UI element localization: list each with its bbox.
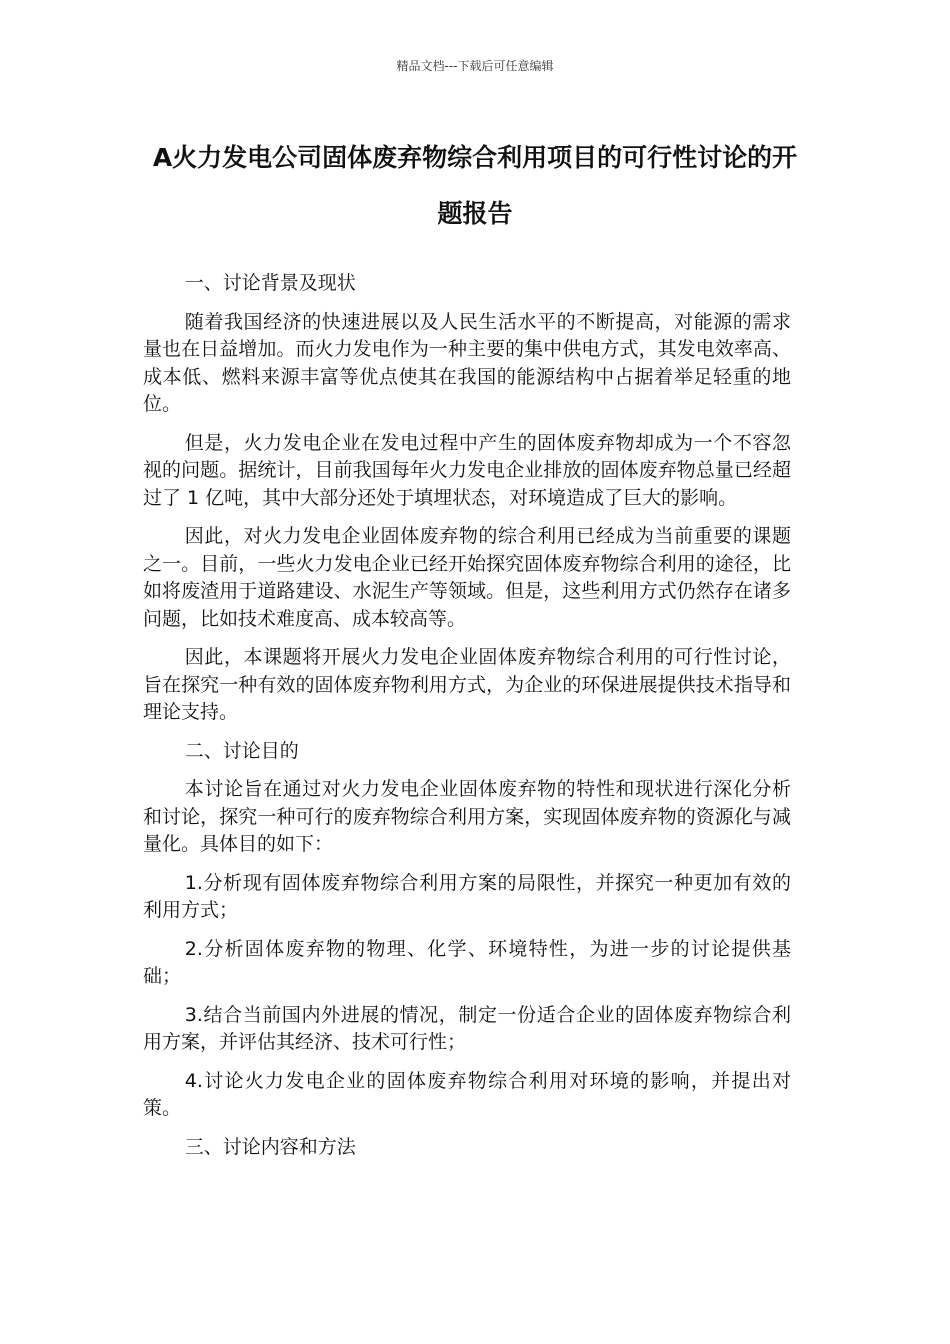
paragraph: 因此，对火力发电企业固体废弃物的综合利用已经成为当前重要的课题之一。目前，一些火力发电企业已经开始探究固体废弃物综合利用的途径，比如将废渣用于道路建设、水泥生产等领域。但是，这些利用方式仍然存在诸多问题，比如技术难度高、成本较高等。	[143, 525, 791, 630]
paragraph: 随着我国经济的快速进展以及人民生活水平的不断提高，对能源的需求量也在日益增加。而火力发电作为一种主要的集中供电方式，其发电效率高、成本低、燃料来源丰富等优点使其在我国的能源结构中占据着举足轻重的地位。	[143, 310, 791, 415]
list-item: 3.结合当前国内外进展的情况，制定一份适合企业的固体废弃物综合利用方案，并评估其经济、技术可行性；	[143, 1003, 791, 1053]
list-item: 4.讨论火力发电企业的固体废弃物综合利用对环境的影响，并提出对策。	[143, 1069, 791, 1119]
document-body	[143, 270, 791, 1172]
document-title: A火力发电公司固体废弃物综合利用项目的可行性讨论的开题报告	[152, 143, 798, 228]
paragraph: 因此，本课题将开展火力发电企业固体废弃物综合利用的可行性讨论，旨在探究一种有效的固体废弃物利用方式，为企业的环保进展提供技术指导和理论支持。	[143, 646, 791, 723]
section-heading-background: 一、讨论背景及现状	[184, 272, 356, 294]
section-heading-content-method: 三、讨论内容和方法	[184, 1135, 356, 1158]
header-note: 精品文档---下载后可任意编辑	[396, 59, 554, 73]
list-item: 2.分析固体废弃物的物理、化学、环境特性，为进一步的讨论提供基础；	[143, 937, 791, 987]
paragraph: 但是，火力发电企业在发电过程中产生的固体废弃物却成为一个不容忽视的问题。据统计，目前我国每年火力发电企业排放的固体废弃物总量已经超过了 1 亿吨，其中大部分还处于填埋状态，对环境造成了巨大的影响。	[143, 431, 791, 509]
section-heading-purpose: 二、讨论目的	[184, 739, 299, 762]
list-item: 1.分析现有固体废弃物综合利用方案的局限性，并探究一种更加有效的利用方式；	[143, 871, 791, 921]
paragraph: 本讨论旨在通过对火力发电企业固体废弃物的特性和现状进行深化分析和讨论，探究一种可行的废弃物综合利用方案，实现固体废弃物的资源化与减量化。具体目的如下：	[143, 778, 791, 855]
